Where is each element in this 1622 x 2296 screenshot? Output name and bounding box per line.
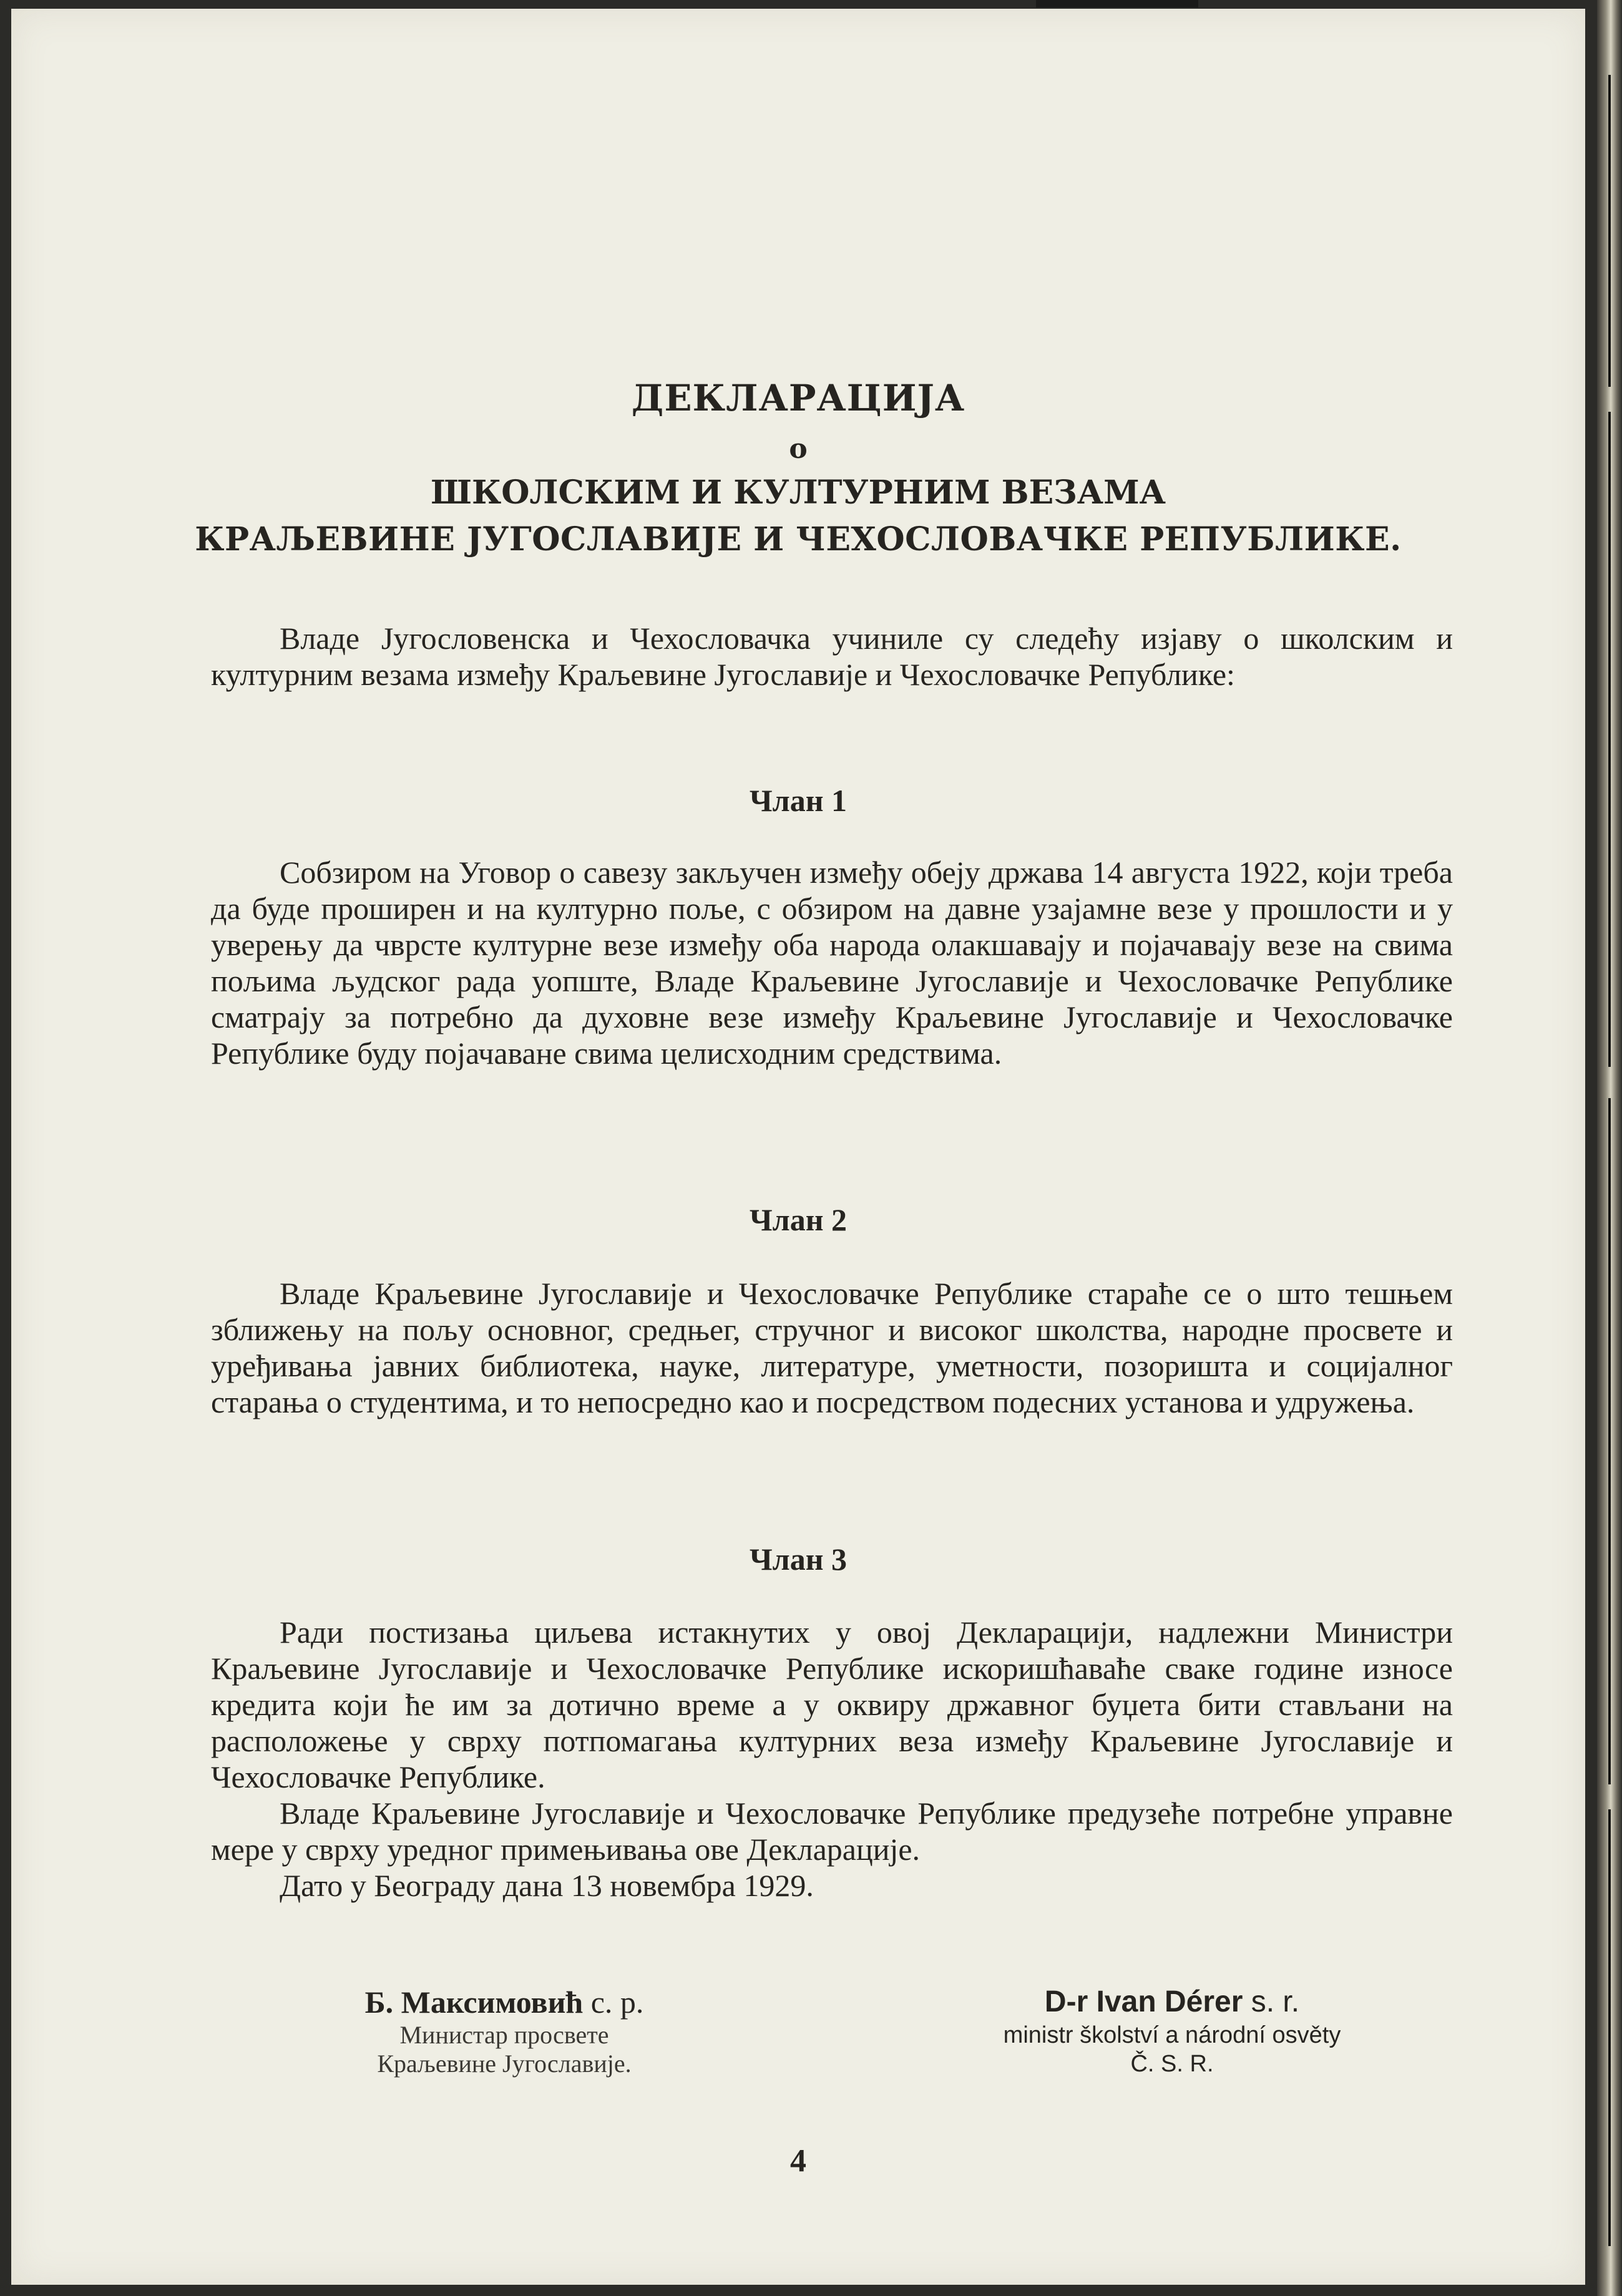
signature-czechoslovak-minister [897,1983,1447,2078]
article-3-paragraph-1: Ради постизања циљева истакнутих у овој Декларацији, надлежни Министри Краљевине Југославије и Чехословачке Републике искоришћаваће сваке године износе кредита који ће им за дотично време а у оквиру државног буџета бити стављани на расположење у сврху потпомагања културних веза између Краљевине Југославије и Чехословачке Републике. [211,1615,1453,1794]
signature-suffix: с. р. [590,1985,644,2020]
signature-role: ministr školství a národní osvěty [1003,2022,1341,2048]
signature-suffix: s. r. [1251,1985,1300,2018]
article-1-heading: Члан 1 [749,783,848,818]
intro-paragraph: Владе Југословенска и Чехословачка учиниле су следећу изјаву о школским и културним везама између Краљевине Југославије и Чехословачке Републике: [211,621,1453,692]
signature-name-text: Б. Максимовић [364,1985,584,2020]
signature-name-text: D-r Ivan Dérer [1044,1985,1243,2018]
binding-thread [1608,1809,1611,2246]
signature-name [261,1983,748,2021]
title-declaration: ДЕКЛАРАЦИЈА [631,377,965,419]
signature-yugoslav-minister [261,1983,748,2078]
article-3-heading: Члан 3 [749,1542,848,1577]
scan-edge [1036,0,1198,7]
signature-name [897,1983,1447,2021]
article-2-paragraph: Владе Краљевине Југославије и Чехословачке Републике стараће се о што тешњем зближењу на пољу основног, средњег, стручног и високог школства, народне просвете и уређивања јавних библиотека, науке, литературе, уметности, позоришта и социјалног старања о студентима, и то непосредно као и посредством подесних установа и удружења. [211,1276,1453,1419]
signature-role: Министар просвете [399,2021,609,2049]
binding-thread [1608,1098,1611,1784]
page-number: 4 [790,2143,806,2179]
title-preposition: о [789,433,808,465]
document-page [11,9,1585,2285]
article-3-paragraph-2: Владе Краљевине Југославије и Чехословачке Републике предузеће потребне управне мере у сврху уредног примењивања ове Декларације. [211,1796,1453,1867]
binding-thread [1608,412,1611,1067]
book-binding-edge [1597,0,1622,2296]
binding-thread [1608,75,1611,387]
title-subject: ШКОЛСКИМ И КУЛТУРНИМ ВЕЗАМА [431,474,1166,512]
article-1-paragraph: Собзиром на Уговор о савезу закључен између обеју држава 14 августа 1922, који треба да буде проширен и на културно поље, с обзиром на давне узајамне везе у прошлости и у уверењу да чврсте културне везе између оба народа олакшавају и појачавају везе на свима пољима људског рада уопште, Владе Краљевине Југославије и Чехословачке Републике сматрају за потребно да духовне везе између Краљевине Југославије и Чехословачке Републике буду појачаване свима целисходним средствима. [211,855,1453,1071]
dated-line: Дато у Београду дана 13 новембра 1929. [280,1868,814,1903]
article-2-heading: Члан 2 [749,1202,848,1237]
signature-role-country: Č. S. R. [1130,2051,1214,2077]
title-parties: КРАЉЕВИНЕ ЈУГОСЛАВИЈЕ И ЧЕХОСЛОВАЧКЕ РЕПУБЛИКЕ. [195,520,1402,558]
signature-role-country: Краљевине Југославије. [377,2050,632,2078]
